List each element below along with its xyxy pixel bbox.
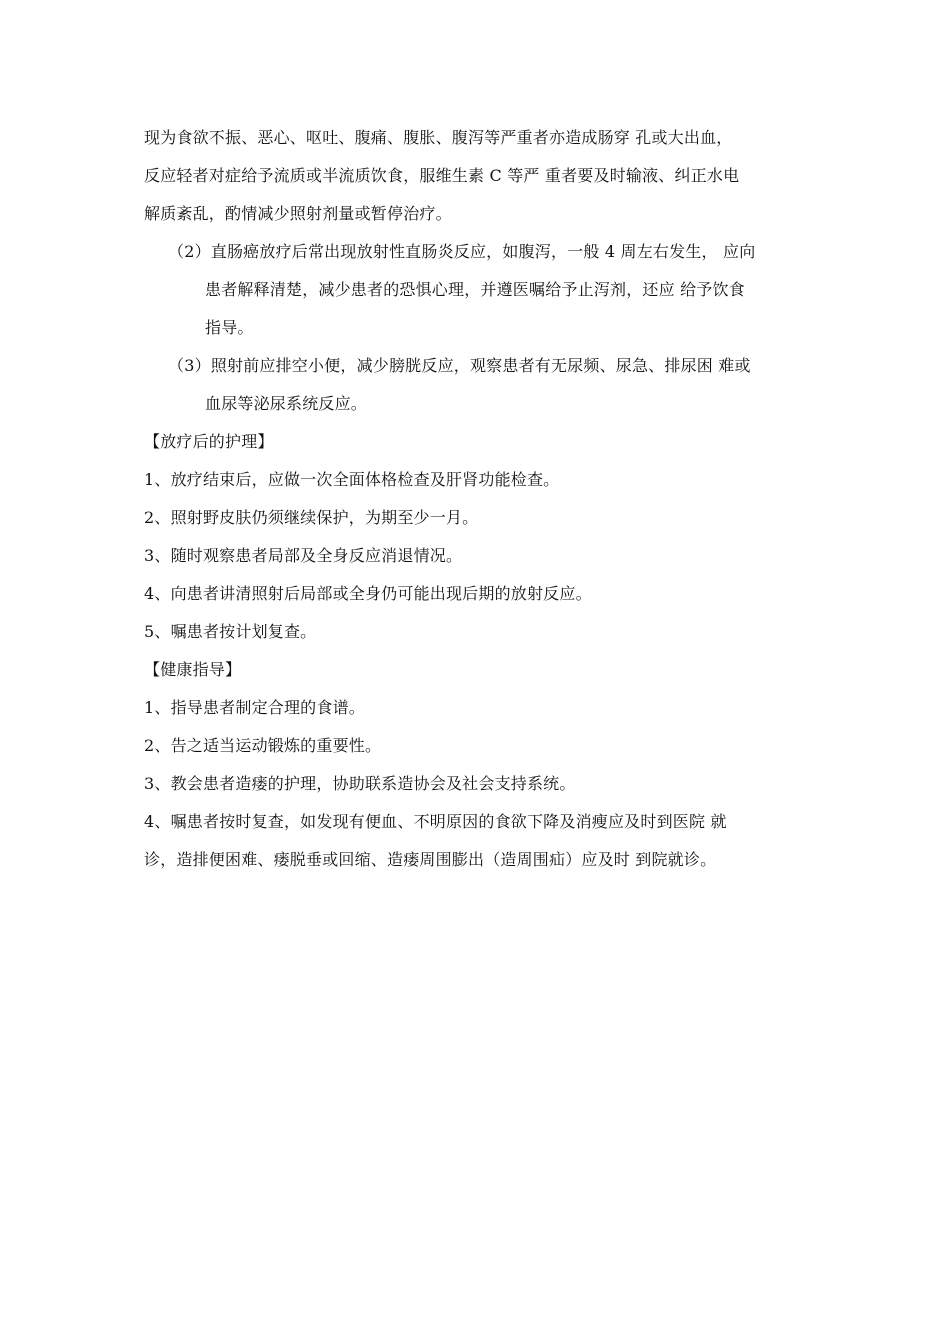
text-line: 现为食欲不振、恶心、呕吐、腹痛、腹胀、腹泻等严重者亦造成肠穿 孔或大出血， [144,128,733,147]
list-item: 3、随时观察患者局部及全身反应消退情况。 [144,546,463,565]
text-line: 患者解释清楚，减少患者的恐惧心理，并遵医嘱给予止泻剂，还应 给予饮食 [205,280,745,299]
section-heading-post-radiotherapy: 【放疗后的护理】 [144,432,274,451]
list-item: 4、嘱患者按时复查，如发现有便血、不明原因的食欲下降及消瘦应及时到医院 就 [144,812,727,831]
section-heading-health-guidance: 【健康指导】 [144,660,242,679]
list-item: 3、教会患者造瘘的护理，协助联系造协会及社会支持系统。 [144,774,576,793]
text-line: 反应轻者对症给予流质或半流质饮食，服维生素 C 等严 重者要及时输液、纠正水电 [144,166,740,185]
text-line: 血尿等泌尿系统反应。 [205,394,368,413]
list-item: 2、照射野皮肤仍须继续保护，为期至少一月。 [144,508,479,527]
numbered-item-3: （3）照射前应排空小便，减少膀胱反应，观察患者有无尿频、尿急、排尿困 难或 [168,356,751,375]
list-item: 1、指导患者制定合理的食谱。 [144,698,365,717]
numbered-item-2: （2）直肠癌放疗后常出现放射性直肠炎反应，如腹泻，一般 4 周左右发生， 应向 [168,242,756,261]
list-item: 1、放疗结束后，应做一次全面体格检查及肝肾功能检查。 [144,470,560,489]
text-line: 诊，造排便困难、瘘脱垂或回缩、造瘘周围膨出（造周围疝）应及时 到院就诊。 [144,850,717,869]
list-item: 2、告之适当运动锻炼的重要性。 [144,736,382,755]
text-line: 指导。 [205,318,254,337]
text-line: 解质紊乱，酌情减少照射剂量或暂停治疗。 [144,204,452,223]
list-item: 5、嘱患者按计划复查。 [144,622,317,641]
list-item: 4、向患者讲清照射后局部或全身仍可能出现后期的放射反应。 [144,584,592,603]
